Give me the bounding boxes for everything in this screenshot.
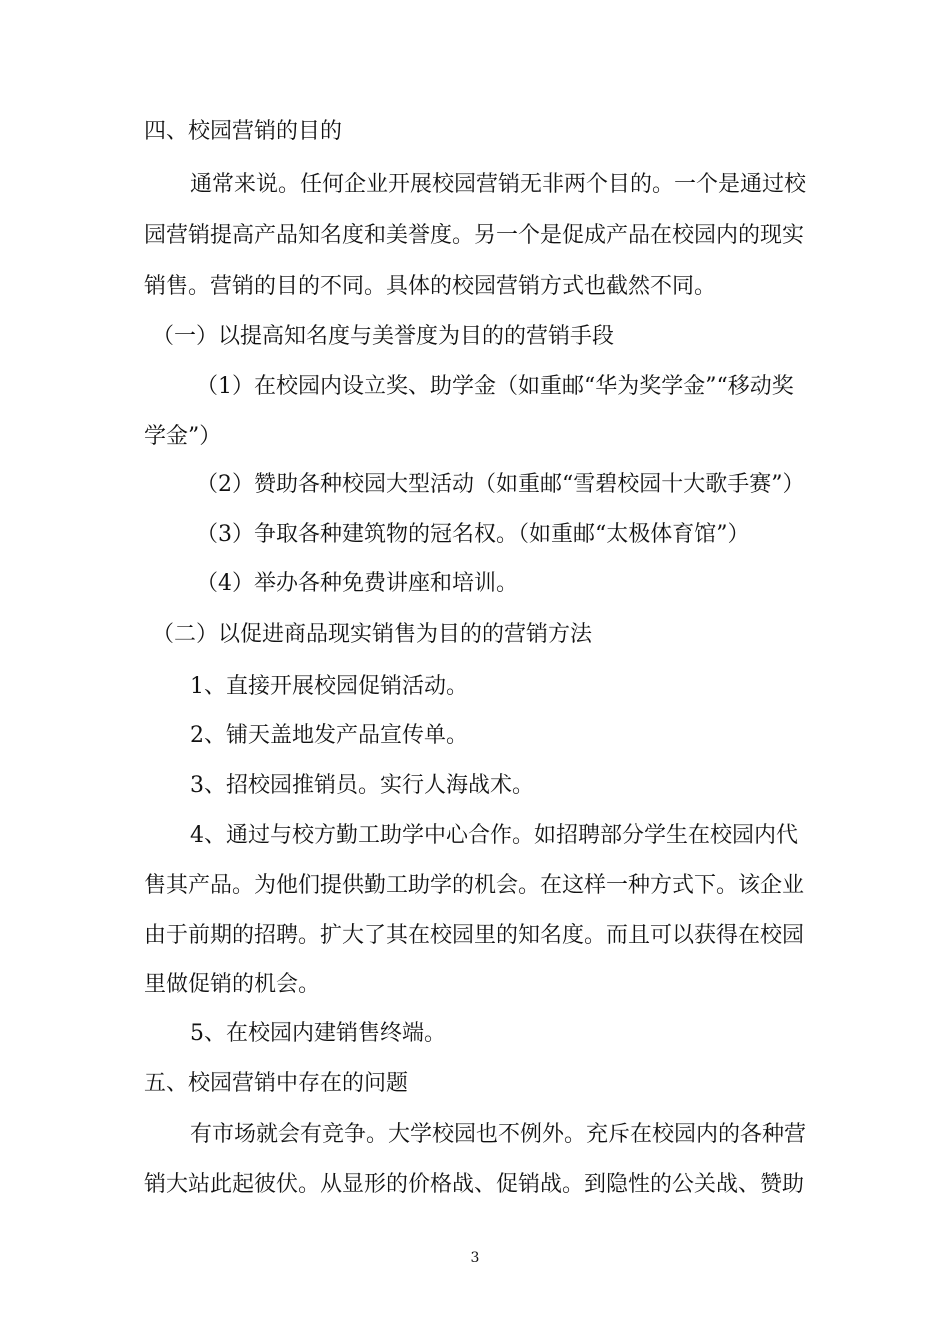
list-item: 2、铺天盖地发产品宣传单。 — [190, 723, 468, 748]
list-item-continuation: 学金”） — [144, 424, 222, 449]
list-item: 3、招校园推销员。实行人海战术。 — [190, 773, 534, 798]
list-item-continuation: 售其产品。为他们提供勤工助学的机会。在这样一种方式下。该企业 — [144, 873, 805, 898]
section-heading-4: 四、校园营销的目的 — [144, 119, 343, 144]
subsection-heading-2: （二）以促进商品现实销售为目的的营销方法 — [152, 622, 593, 647]
paragraph-line: 销售。营销的目的不同。具体的校园营销方式也截然不同。 — [144, 274, 717, 299]
subsection-heading-1: （一）以提高知名度与美誉度为目的的营销手段 — [152, 324, 615, 349]
list-item: （2）赞助各种校园大型活动（如重邮“雪碧校园十大歌手赛”） — [196, 472, 805, 497]
list-item-continuation: 由于前期的招聘。扩大了其在校园里的知名度。而且可以获得在校园 — [144, 923, 805, 948]
list-item-continuation: 里做促销的机会。 — [144, 972, 321, 997]
paragraph-line: 有市场就会有竞争。大学校园也不例外。充斥在校园内的各种营 — [190, 1122, 807, 1147]
page-number: 3 — [470, 1250, 480, 1266]
paragraph-line: 园营销提高产品知名度和美誉度。另一个是促成产品在校园内的现实 — [144, 223, 805, 248]
section-heading-5: 五、校园营销中存在的问题 — [144, 1071, 409, 1096]
paragraph-line: 通常来说。任何企业开展校园营销无非两个目的。一个是通过校 — [190, 172, 807, 197]
list-item: 4、通过与校方勤工助学中心合作。如招聘部分学生在校园内代 — [190, 823, 798, 848]
list-item: （3）争取各种建筑物的冠名权。（如重邮“太极体育馆”） — [196, 522, 750, 547]
list-item: 5、在校园内建销售终端。 — [190, 1021, 446, 1046]
list-item: （4）举办各种免费讲座和培训。 — [196, 571, 518, 596]
list-item: （1）在校园内设立奖、助学金（如重邮“华为奖学金”“移动奖 — [196, 374, 794, 399]
paragraph-line: 销大站此起彼伏。从显形的价格战、促销战。到隐性的公关战、赞助 — [144, 1172, 805, 1197]
list-item: 1、直接开展校园促销活动。 — [190, 674, 468, 699]
